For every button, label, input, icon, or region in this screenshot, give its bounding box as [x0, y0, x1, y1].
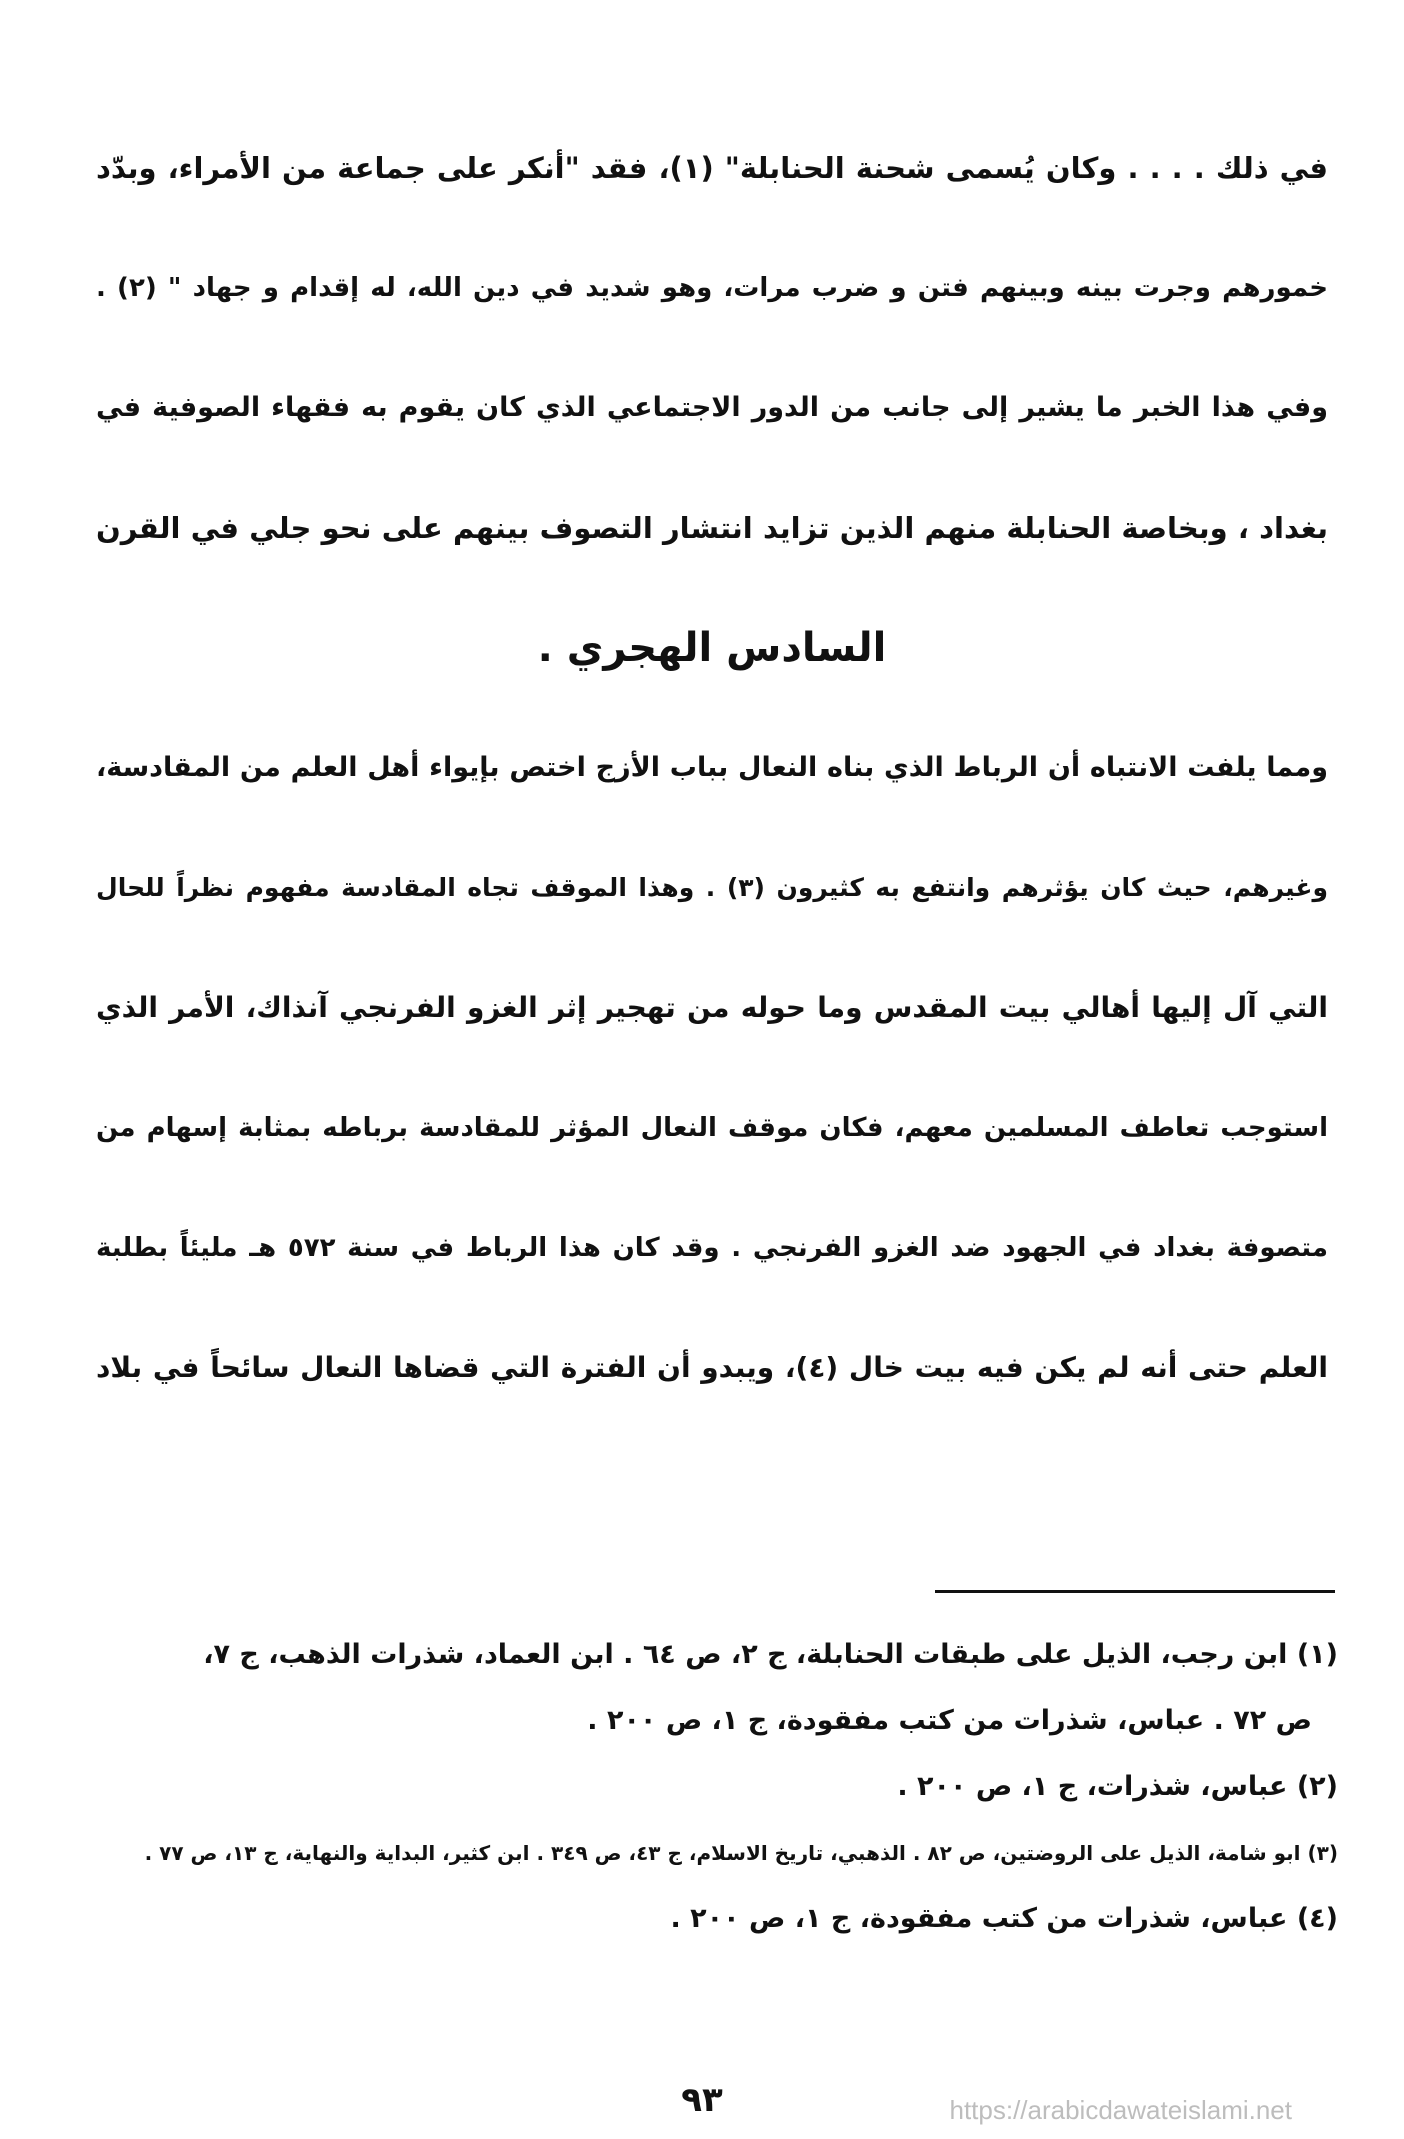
- text-line: استوجب تعاطف المسلمين معهم، فكان موقف النعال المؤثر للمقادسة برباطه بمثابة إسهام من: [96, 1113, 1328, 1143]
- footnote: (١) ابن رجب، الذيل على طبقات الحنابلة، ج ٢، ص ٦٤ . ابن العماد، شذرات الذهب، ج ٧،: [203, 1639, 1338, 1670]
- text-line: بغداد ، وبخاصة الحنابلة منهم الذين تزايد انتشار التصوف بينهم على نحو جلي في القرن: [96, 511, 1328, 545]
- text-line: التي آل إليها أهالي بيت المقدس وما حوله من تهجير إثر الغزو الفرنجي آنذاك، الأمر الذي: [96, 991, 1328, 1024]
- footnote: (٤) عباس، شذرات من كتب مفقودة، ج ١، ص ٢٠٠ .: [670, 1903, 1338, 1934]
- text-line: العلم حتى أنه لم يكن فيه بيت خال (٤)، ويبدو أن الفترة التي قضاها النعال سائحاً في بلاد: [96, 1351, 1328, 1384]
- text-line: السادس الهجري .: [537, 625, 887, 671]
- footnote-continuation: ص ٧٢ . عباس، شذرات من كتب مفقودة، ج ١، ص ٢٠٠ .: [587, 1705, 1312, 1736]
- text-line: وغيرهم، حيث كان يؤثرهم وانتفع به كثيرون (٣) . وهذا الموقف تجاه المقادسة مفهوم نظراً للحال: [96, 873, 1329, 902]
- text-line: ومما يلفت الانتباه أن الرباط الذي بناه النعال بباب الأزج اختص بإيواء أهل العلم من المقادسة،: [96, 752, 1328, 783]
- text-line: في ذلك . . . . وكان يُسمى شحنة الحنابلة" (١)، فقد "أنكر على جماعة من الأمراء، وبدّد: [96, 151, 1328, 185]
- text-line: وفي هذا الخبر ما يشير إلى جانب من الدور الاجتماعي الذي كان يقوم به فقهاء الصوفية في: [96, 392, 1328, 423]
- footnote: (٣) ابو شامة، الذيل على الروضتين، ص ٨٢ . الذهبي، تاريخ الاسلام، ج ٤٣، ص ٣٤٩ . ابن كثير، البداية والنهاية، ج ١٣، ص ٧٧ .: [144, 1841, 1338, 1865]
- text-line: خمورهم وجرت بينه وبينهم فتن و ضرب مرات، وهو شديد في دين الله، له إقدام و جهاد " (٢) .: [96, 273, 1328, 303]
- footnote-separator: [935, 1590, 1335, 1593]
- watermark-url: https://arabicdawateislami.net: [949, 2095, 1292, 2125]
- page-number: ٩٣: [681, 2080, 723, 2120]
- footnotes: [88, 1622, 1338, 1952]
- body-text: [96, 108, 1328, 1428]
- text-line: متصوفة بغداد في الجهود ضد الغزو الفرنجي . وقد كان هذا الرباط في سنة ٥٧٢ هـ مليئاً بطلبة: [96, 1233, 1328, 1263]
- footnote: (٢) عباس، شذرات، ج ١، ص ٢٠٠ .: [897, 1771, 1338, 1802]
